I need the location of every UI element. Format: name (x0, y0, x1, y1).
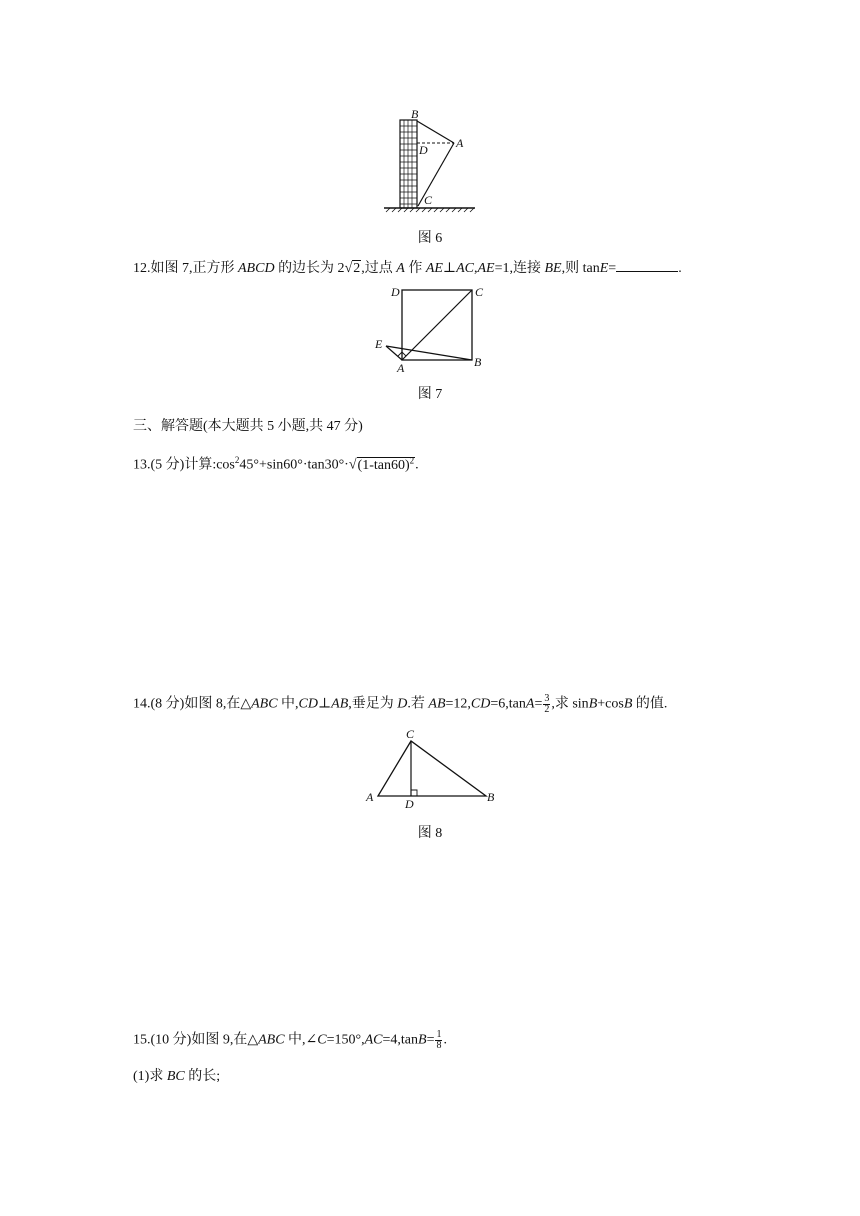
question-12: 12.如图 7,正方形 ABCD 的边长为 2√2,过点 A 作 AE⊥AC,AE=1,连接 BE,则 tanE= . (133, 261, 682, 276)
q15-var-abc: ABC (258, 1032, 285, 1048)
figure-6-caption: 图 6 (417, 231, 443, 246)
q12-text-10: . (678, 261, 682, 276)
q12-text-5: ⊥ (442, 261, 457, 276)
fig8-label-a: A (366, 790, 374, 804)
q14-text-8: = (534, 696, 543, 712)
figure-7-caption: 图 7 (417, 387, 443, 402)
q13-text-2: 45°+sin60°·tan30°· (239, 457, 349, 473)
section-heading: 三、解答题(本大题共 5 小题,共 47 分) (133, 419, 363, 434)
q12-var-abcd: ABCD (238, 261, 275, 276)
q15-text-5: = (426, 1032, 435, 1048)
q14-var-ab2: AB (428, 696, 446, 712)
fig6-label-d: D (419, 143, 428, 157)
question-13: 13.(5 分)计算$:\cos^245^\circ+\sin 60^\circ\cdot\tan 30^\circ\cdot√(1-\tan 60)^2$. (133, 455, 419, 473)
figure-8-diagram (378, 741, 486, 796)
q14-text-10: +cos (597, 696, 624, 712)
fig8-label-d: D (405, 797, 414, 811)
fig6-label-a: A (456, 136, 464, 150)
q14-var-cd2: CD (470, 696, 491, 712)
q12-var-e: E (599, 261, 609, 276)
q15-text-1: 15.(10 分)如图 9,在△ (133, 1032, 259, 1048)
q12-text-7: =1,连接 (494, 261, 545, 276)
q15-text-3: =150°, (326, 1032, 365, 1048)
q12-var-ae: AE (425, 261, 443, 276)
q12-text-6: , (473, 261, 478, 276)
question-15-part-1 (133, 1068, 220, 1086)
q14-var-a: A (525, 696, 535, 712)
q14-text-9: ,求 sin (551, 696, 589, 712)
q13-sup-1: 2 (234, 455, 240, 465)
q14-text-2: 中, (277, 696, 299, 712)
fig8-label-c: C (406, 727, 415, 741)
q15-sub1-a: (1)求 (133, 1069, 167, 1084)
q12-var-ae2: AE (477, 261, 495, 276)
q14-text-4: ,垂足为 (348, 696, 398, 712)
q15-fraction (435, 1030, 442, 1051)
fig7-label-e: E (375, 337, 383, 351)
q15-frac-num: 1 (436, 1029, 442, 1040)
q15-text-4: =4,tan (382, 1032, 419, 1048)
q14-text-6: =12, (445, 696, 471, 712)
fig6-label-c: C (424, 193, 433, 207)
q14-text-1: 14.(8 分)如图 8,在△ (133, 696, 252, 712)
q14-var-b2: B (623, 696, 633, 712)
q15-var-c: C (317, 1032, 327, 1048)
fig7-label-b: B (474, 355, 482, 369)
q14-var-abc: ABC (251, 696, 278, 712)
fig6-label-b: B (411, 107, 419, 121)
q15-text-6: . (443, 1032, 447, 1048)
q12-text-2: 的边长为 2 (274, 261, 345, 276)
q15-sub1-var: BC (166, 1069, 185, 1084)
q12-sqrt-arg: 2 (353, 261, 361, 276)
q15-text-2: 中,∠ (284, 1032, 318, 1048)
fig7-label-c: C (475, 285, 484, 299)
q12-var-a: A (396, 261, 405, 276)
q14-frac-den: 2 (544, 704, 550, 715)
q14-text-5: .若 (407, 696, 429, 712)
q12-text-4: 作 (404, 261, 426, 276)
q15-var-b: B (418, 1032, 427, 1048)
q12-text-1: 如图 7,正方形 (150, 261, 238, 276)
q14-var-cd: CD (298, 696, 318, 712)
q14-text-7: =6,tan (490, 696, 526, 712)
fig8-label-b: B (487, 790, 495, 804)
q14-text-3: ⊥ (318, 696, 332, 712)
question-15 (133, 1030, 447, 1051)
q14-var-b: B (588, 696, 598, 712)
q14-var-d: D (397, 696, 408, 712)
q14-frac-num: 3 (544, 693, 550, 704)
q13-text-1: 13.(5 分)计算:cos (133, 457, 235, 473)
q12-text-8: ,则 tan (561, 261, 600, 276)
q14-text-11: 的值. (632, 696, 668, 712)
figure-8-caption: 图 8 (417, 826, 443, 841)
q12-text-9: = (608, 261, 617, 276)
q12-number: 12. (133, 261, 151, 276)
q15-sub1-b: 的长; (184, 1069, 221, 1084)
q15-var-ac: AC (364, 1032, 383, 1048)
q14-var-ab: AB (331, 696, 349, 712)
q13-sup-2: 2 (409, 455, 415, 465)
q13-rad: (1-tan60) (357, 457, 410, 473)
fig7-label-a: A (397, 361, 405, 375)
q13-text-3: . (415, 457, 419, 473)
fig7-label-d: D (391, 285, 400, 299)
q15-frac-den: 8 (436, 1040, 442, 1051)
q12-var-ac: AC (456, 261, 474, 276)
q12-var-be: BE (544, 261, 562, 276)
q12-text-3: ,过点 (361, 261, 397, 276)
